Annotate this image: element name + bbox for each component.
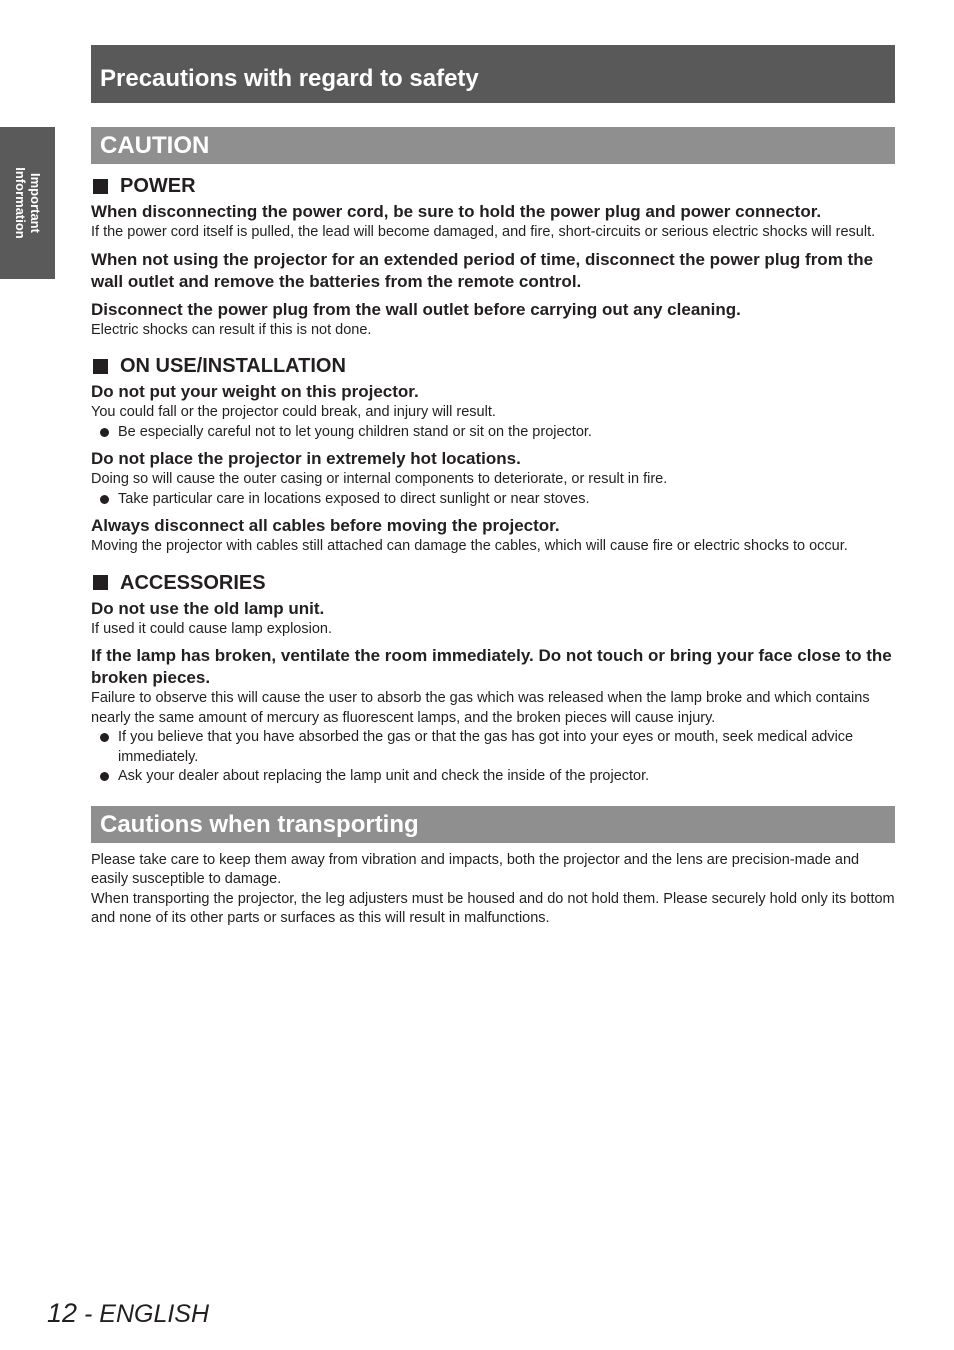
caution-heading: CAUTION	[91, 127, 895, 164]
power-item-2-title: When not using the projector for an extended period of time, disconnect the power plug from the wall outlet and remove the batteries from the remote control.	[91, 249, 874, 291]
accessories-item-2-text: Failure to observe this will cause the user to absorb the gas which was released when the lamp broke and which contains nearly the same amount of mercury as fluorescent lamps, and the broken pieces will cause injury.	[91, 690, 870, 726]
side-tab	[0, 127, 55, 279]
page-footer	[47, 1296, 209, 1331]
use-item-2-bullets	[91, 490, 895, 510]
page-content	[91, 45, 895, 929]
power-heading: POWER	[91, 174, 895, 198]
use-item-1-text: You could fall or the projector could break, and injury will result.	[91, 404, 496, 420]
bullet-dot-icon	[100, 495, 109, 504]
use-item-3-text: Moving the projector with cables still attached can damage the cables, which will cause fire or electric shocks to occur.	[91, 538, 848, 554]
transport-body	[91, 851, 895, 929]
bullet-dot-icon	[100, 733, 109, 742]
use-item-1-title: Do not put your weight on this projector.	[91, 382, 419, 401]
list-item: Take particular care in locations exposed to direct sunlight or near stoves.	[91, 490, 895, 510]
bullet-dot-icon	[100, 772, 109, 781]
list-item: If you believe that you have absorbed the gas or that the gas has got into your eyes or mouth, seek medical advice immediately.	[91, 728, 895, 767]
square-bullet-icon	[93, 179, 108, 194]
transport-paragraph-1: Please take care to keep them away from vibration and impacts, both the projector and the lens are precision-made and easily susceptible to damage.	[91, 851, 860, 887]
accessories-heading: ACCESSORIES	[91, 571, 895, 595]
power-item-3-text: Electric shocks can result if this is not done.	[91, 321, 372, 338]
accessories-item-2-bullets	[91, 728, 895, 787]
footer-separator: -	[77, 1300, 100, 1328]
transport-heading: Cautions when transporting	[91, 806, 895, 843]
power-item-1-text: If the power cord itself is pulled, the lead will become damaged, and fire, short-circuits or serious electric shocks will result.	[91, 224, 876, 240]
square-bullet-icon	[93, 575, 108, 590]
power-item-3-title: Disconnect the power plug from the wall outlet before carrying out any cleaning.	[91, 299, 741, 319]
accessories-item-1-title: Do not use the old lamp unit.	[91, 598, 325, 618]
bullet-dot-icon	[100, 428, 109, 437]
transport-paragraph-2: When transporting the projector, the leg adjusters must be housed and do not hold them. Please securely hold only its bottom and none of its other parts or surfaces as this will result in malfunctions.	[91, 890, 895, 926]
use-item-2-title: Do not place the projector in extremely hot locations.	[91, 449, 521, 468]
page-title: Precautions with regard to safety	[91, 45, 895, 103]
accessories-item-1-text: If used it could cause lamp explosion.	[91, 620, 332, 637]
accessories-item-2-title: If the lamp has broken, ventilate the room immediately. Do not touch or bring your face close to the broken pieces.	[91, 646, 892, 687]
use-item-1-bullets	[91, 423, 895, 443]
side-tab-label: Important Information	[12, 167, 43, 239]
list-item: Ask your dealer about replacing the lamp unit and check the inside of the projector.	[91, 767, 895, 787]
use-heading: ON USE/INSTALLATION	[91, 354, 895, 378]
use-item-2-text: Doing so will cause the outer casing or internal components to deteriorate, or result in fire.	[91, 471, 668, 487]
square-bullet-icon	[93, 359, 108, 374]
page-number: 12	[47, 1298, 78, 1328]
power-item-1-title: When disconnecting the power cord, be sure to hold the power plug and power connector.	[91, 202, 822, 221]
use-item-3-title: Always disconnect all cables before moving the projector.	[91, 516, 560, 535]
footer-language: ENGLISH	[99, 1300, 210, 1328]
list-item: Be especially careful not to let young children stand or sit on the projector.	[91, 423, 895, 443]
